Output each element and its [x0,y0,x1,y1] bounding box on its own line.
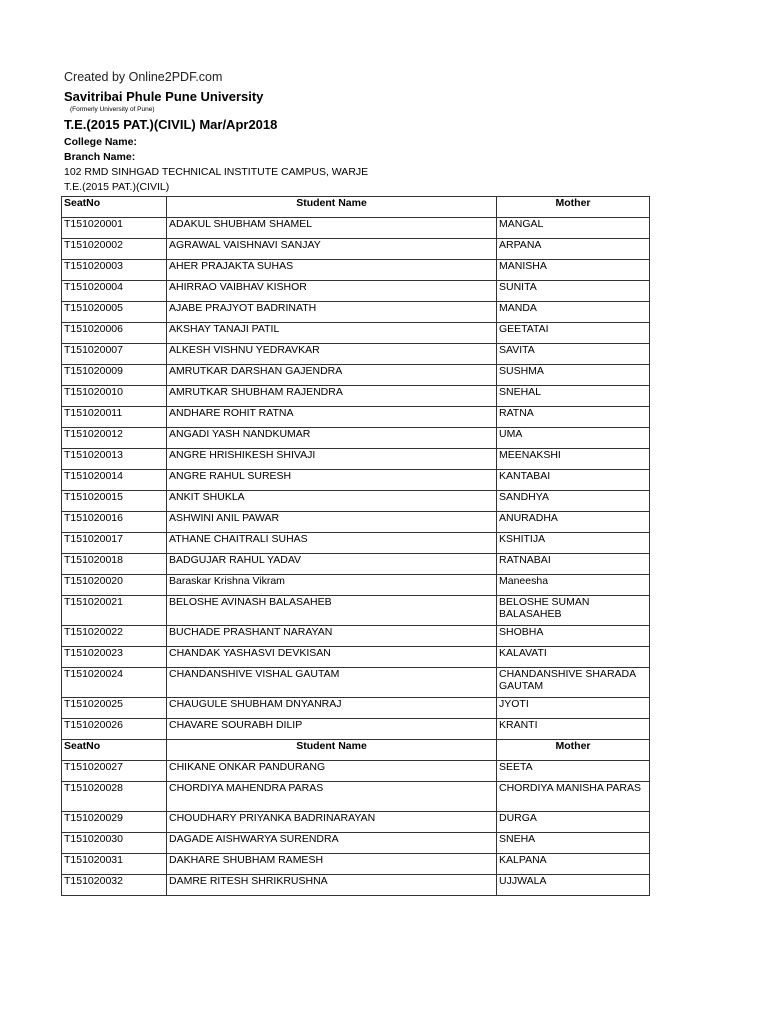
table-row [62,782,650,812]
seat-no-cell: T151020013 [62,449,167,470]
student-name-cell: DAMRE RITESH SHRIKRUSHNA [167,875,497,896]
seat-no-cell: T151020018 [62,554,167,575]
header-seat: SeatNo [62,197,167,218]
student-name-cell: CHIKANE ONKAR PANDURANG [167,761,497,782]
seat-no-cell: T151020009 [62,365,167,386]
mother-name-cell: KRANTI [497,719,650,740]
seat-no-cell: T151020025 [62,698,167,719]
header-student-name: Student Name [167,197,497,218]
college-name: 102 RMD SINHGAD TECHNICAL INSTITUTE CAMPUS, WARJE [64,166,369,178]
table-row [62,647,650,668]
student-name-cell: AMRUTKAR DARSHAN GAJENDRA [167,365,497,386]
student-name-cell: ANGRE HRISHIKESH SHIVAJI [167,449,497,470]
mother-name-cell: Maneesha [497,575,650,596]
table-row [62,386,650,407]
seat-no-cell: T151020011 [62,407,167,428]
mother-name-cell: MEENAKSHI [497,449,650,470]
student-name-cell: ANKIT SHUKLA [167,491,497,512]
table-row [62,470,650,491]
table-row [62,698,650,719]
mother-name-cell: SUNITA [497,281,650,302]
table-row [62,854,650,875]
student-name-cell: AMRUTKAR SHUBHAM RAJENDRA [167,386,497,407]
table-row [62,302,650,323]
mother-name-cell: CHORDIYA MANISHA PARAS [497,782,650,812]
mother-name-cell: KALAVATI [497,647,650,668]
table-row [62,239,650,260]
mother-name-cell: CHANDANSHIVE SHARADA GAUTAM [497,668,650,698]
student-name-cell: BUCHADE PRASHANT NARAYAN [167,626,497,647]
created-by-note: Created by Online2PDF.com [64,70,223,84]
table-row [62,428,650,449]
table-row [62,626,650,647]
table-row [62,761,650,782]
mother-name-cell: SHOBHA [497,626,650,647]
seat-no-cell: T151020020 [62,575,167,596]
student-name-cell: ATHANE CHAITRALI SUHAS [167,533,497,554]
student-name-cell: AHIRRAO VAIBHAV KISHOR [167,281,497,302]
seat-no-cell: T151020004 [62,281,167,302]
table-row [62,554,650,575]
table-row [62,449,650,470]
header-seat: SeatNo [62,740,167,761]
mother-name-cell: SEETA [497,761,650,782]
mother-name-cell: MANISHA [497,260,650,281]
seat-no-cell: T151020003 [62,260,167,281]
mother-name-cell: ARPANA [497,239,650,260]
student-name-cell: ASHWINI ANIL PAWAR [167,512,497,533]
seat-no-cell: T151020031 [62,854,167,875]
table-row [62,719,650,740]
mother-name-cell: SNEHA [497,833,650,854]
mother-name-cell: SAVITA [497,344,650,365]
table-row [62,812,650,833]
formerly-note: (Formerly University of Pune) [70,106,155,113]
mother-name-cell: KSHITIJA [497,533,650,554]
branch-label: Branch Name: [64,151,136,163]
student-name-cell: AHER PRAJAKTA SUHAS [167,260,497,281]
table-row [62,491,650,512]
mother-name-cell: KALPANA [497,854,650,875]
mother-name-cell: KANTABAI [497,470,650,491]
table-row [62,875,650,896]
course-name: T.E.(2015 PAT.)(CIVIL) [64,181,170,193]
table-row [62,260,650,281]
mother-name-cell: RATNABAI [497,554,650,575]
mother-name-cell: JYOTI [497,698,650,719]
mother-name-cell: SNEHAL [497,386,650,407]
seat-no-cell: T151020024 [62,668,167,698]
student-name-cell: ANDHARE ROHIT RATNA [167,407,497,428]
table-body [62,218,650,896]
table-row [62,833,650,854]
seat-no-cell: T151020017 [62,533,167,554]
seat-no-cell: T151020007 [62,344,167,365]
student-name-cell: AJABE PRAJYOT BADRINATH [167,302,497,323]
table-row [62,512,650,533]
mother-name-cell: BELOSHE SUMAN BALASAHEB [497,596,650,626]
student-name-cell: ADAKUL SHUBHAM SHAMEL [167,218,497,239]
student-name-cell: CHANDANSHIVE VISHAL GAUTAM [167,668,497,698]
student-name-cell: CHAVARE SOURABH DILIP [167,719,497,740]
seat-no-cell: T151020023 [62,647,167,668]
seat-no-cell: T151020032 [62,875,167,896]
table-row [62,365,650,386]
student-name-cell: CHORDIYA MAHENDRA PARAS [167,782,497,812]
mother-name-cell: RATNA [497,407,650,428]
student-name-cell: CHAUGULE SHUBHAM DNYANRAJ [167,698,497,719]
header-student-name: Student Name [167,740,497,761]
table-header-row [62,197,650,218]
mother-name-cell: UJJWALA [497,875,650,896]
student-name-cell: AGRAWAL VAISHNAVI SANJAY [167,239,497,260]
seat-no-cell: T151020016 [62,512,167,533]
seat-no-cell: T151020029 [62,812,167,833]
mother-name-cell: SUSHMA [497,365,650,386]
mother-name-cell: SANDHYA [497,491,650,512]
student-name-cell: CHANDAK YASHASVI DEVKISAN [167,647,497,668]
mother-name-cell: MANDA [497,302,650,323]
table-row [62,575,650,596]
mother-name-cell: MANGAL [497,218,650,239]
table-row [62,218,650,239]
student-name-cell: DAGADE AISHWARYA SURENDRA [167,833,497,854]
mother-name-cell: DURGA [497,812,650,833]
seat-no-cell: T151020028 [62,782,167,812]
header-mother: Mother [497,740,650,761]
university-title: Savitribai Phule Pune University [64,89,264,104]
seat-no-cell: T151020006 [62,323,167,344]
table-row [62,596,650,626]
seat-no-cell: T151020012 [62,428,167,449]
seat-no-cell: T151020005 [62,302,167,323]
mother-name-cell: UMA [497,428,650,449]
student-name-cell: ANGRE RAHUL SURESH [167,470,497,491]
seat-no-cell: T151020015 [62,491,167,512]
seat-no-cell: T151020021 [62,596,167,626]
header-mother: Mother [497,197,650,218]
student-name-cell: BELOSHE AVINASH BALASAHEB [167,596,497,626]
college-label: College Name: [64,136,137,148]
table-row [62,281,650,302]
exam-title: T.E.(2015 PAT.)(CIVIL) Mar/Apr2018 [64,117,278,132]
student-name-cell: CHOUDHARY PRIYANKA BADRINARAYAN [167,812,497,833]
seat-no-cell: T151020001 [62,218,167,239]
results-table [61,196,650,896]
table-header-row-repeat [62,740,650,761]
student-name-cell: ALKESH VISHNU YEDRAVKAR [167,344,497,365]
seat-no-cell: T151020010 [62,386,167,407]
seat-no-cell: T151020027 [62,761,167,782]
table-row [62,533,650,554]
table-row [62,323,650,344]
seat-no-cell: T151020002 [62,239,167,260]
mother-name-cell: ANURADHA [497,512,650,533]
student-name-cell: Baraskar Krishna Vikram [167,575,497,596]
seat-no-cell: T151020014 [62,470,167,491]
student-name-cell: ANGADI YASH NANDKUMAR [167,428,497,449]
student-name-cell: DAKHARE SHUBHAM RAMESH [167,854,497,875]
table-row [62,668,650,698]
table-row [62,407,650,428]
mother-name-cell: GEETATAI [497,323,650,344]
seat-no-cell: T151020022 [62,626,167,647]
seat-no-cell: T151020030 [62,833,167,854]
student-name-cell: AKSHAY TANAJI PATIL [167,323,497,344]
student-name-cell: BADGUJAR RAHUL YADAV [167,554,497,575]
seat-no-cell: T151020026 [62,719,167,740]
table-row [62,344,650,365]
